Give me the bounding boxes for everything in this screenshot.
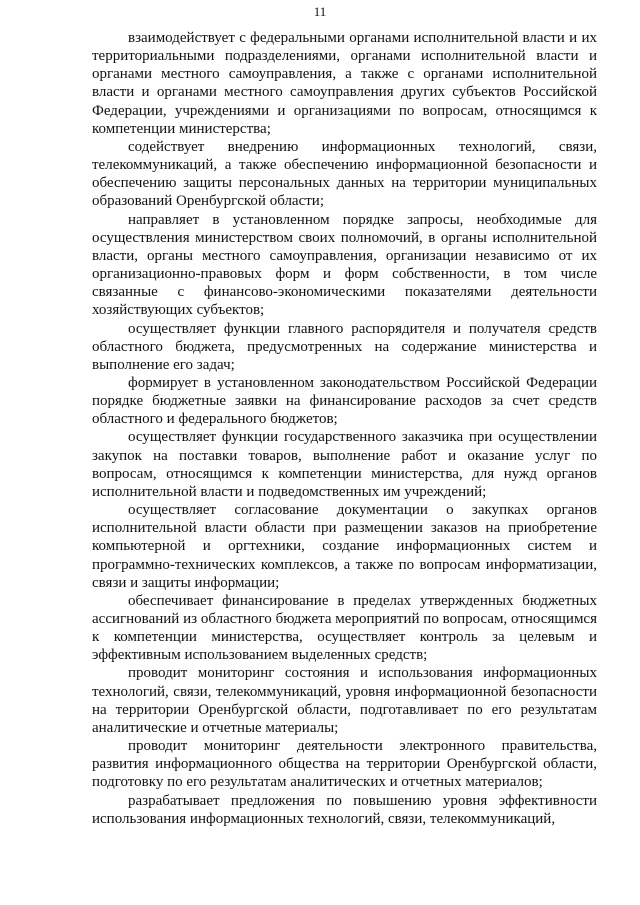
paragraph-budget-requests: формирует в установленном законодательством Российской Федерации порядке бюджетные заявки на финансирование расходов за счет средств областного и федерального бюджетов; (92, 374, 597, 428)
page-number: 11 (313, 4, 327, 19)
paragraph-requests: направляет в установленном порядке запросы, необходимые для осуществления министерством своих полномочий, в органы исполнительной власти, органы местного самоуправления, организации независимо от их организационно-правовых форм и форм собственности, в том числе связанные с финансово-экономическими показателями деятельности хозяйствующих субъектов; (92, 211, 597, 319)
paragraph-it-support: содействует внедрению информационных технологий, связи, телекоммуникаций, а также обеспечению информационной безопасности и обеспечению защиты персональных данных на территории муниципальных образований Оренбургской области; (92, 138, 597, 210)
paragraph-financing: обеспечивает финансирование в пределах утвержденных бюджетных ассигнований из областного бюджета мероприятий по вопросам, относящимся к компетенции министерства, осуществляет контроль за целевым и эффективным использованием выделенных средств; (92, 592, 597, 664)
paragraph-efficiency-proposals: разрабатывает предложения по повышению уровня эффективности использования информационных технологий, связи, телекоммуникаций, (92, 792, 597, 827)
paragraph-state-customer: осуществляет функции государственного заказчика при осуществлении закупок на поставки товаров, выполнение работ и оказание услуг по вопросам, относящимся к компетенции министерства, для нужд органов исполнительной власти и подведомственных им учреждений; (92, 429, 597, 500)
paragraph-egov-monitoring: проводит мониторинг деятельности электронного правительства, развития информационного общества на территории Оренбургской области, подготовку по его результатам аналитических и отчетных материалов; (92, 738, 597, 791)
paragraph-budget-manager: осуществляет функции главного распорядителя и получателя средств областного бюджета, предусмотренных на содержание министерства и выполнение его задач; (92, 320, 597, 373)
body-text (92, 29, 597, 828)
paragraph-procurement-approval: осуществляет согласование документации о закупках органов исполнительной власти области при размещении заказов на приобретение компьютерной и оргтехники, создание информационных систем и программно-технических комплексов, а также по вопросам информатизации, связи и защиты информации; (92, 502, 597, 591)
paragraph-it-monitoring: проводит мониторинг состояния и использования информационных технологий, связи, телекоммуникаций, уровня информационной безопасности на территории Оренбургской области, подготавливает по его результатам аналитические и отчетные материалы; (92, 665, 597, 736)
paragraph-interaction: взаимодействует с федеральными органами исполнительной власти и их территориальными подразделениями, органами исполнительной власти и органами местного самоуправления, а также с органами исполнительной власти и органами местного самоуправления других субъектов Российской Федерации, учреждениями и организациями по вопросам, относящимся к компетенции министерства; (92, 30, 597, 137)
